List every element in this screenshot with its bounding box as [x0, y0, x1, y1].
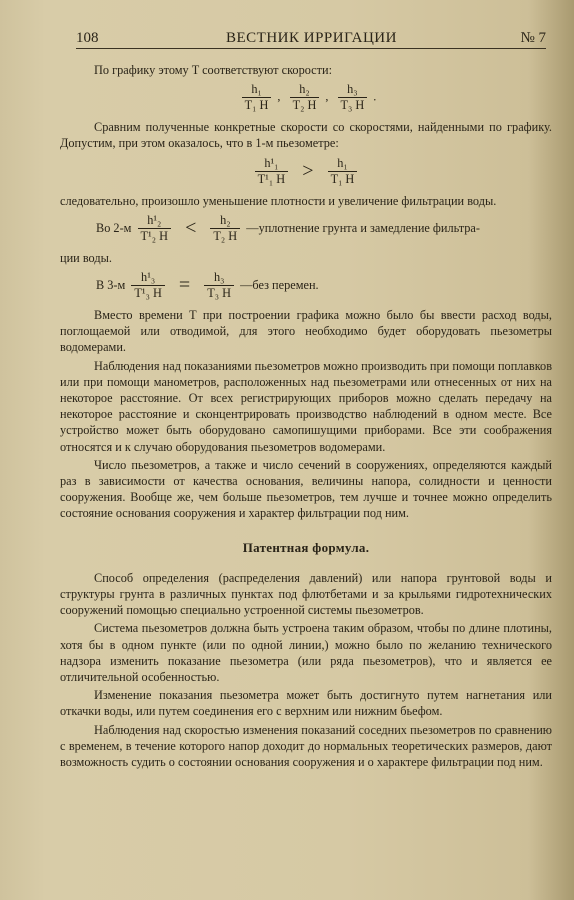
paragraph: Число пьезометров, а также и число сечений в сооружениях, определяются каждый раз в зависимости от качества основания, величины напора, солидности и ценности сооружения. Вообще же, чем больше пьезометров, тем лучше и точнее можно определить состояние основания сооружения и характер фильтрации под ним. — [60, 457, 552, 521]
paragraph: Изменение показания пьезометра может быть достигнуто путем нагнетания или откачки воды, или путем соединения его с верхним или нижним бьефом. — [60, 688, 552, 719]
intro-paragraph: По графику этому T соответствуют скорости: — [94, 63, 333, 77]
compare-paragraph: Сравним полученные конкретные скорости со скоростями, найденными по графику. Допустим, при этом оказалось, что в 1-м пьезометре: — [60, 120, 552, 151]
speed-fraction-2: $\frac{\text{h₂}}{\text{T₂ H}}$ — [290, 82, 320, 113]
paragraph: Способ определения (распределения давлений) или напора грунтовой воды и структуры грунта в различных пунктах под флютбетами и за крыльями гидротехнических сооружений помощью специально устроенной системы пьезометров. — [60, 570, 552, 618]
paragraph: Вместо времени T при построении графика можно было бы ввести расход воды, поглощаемой или отводимой, для этого необходимо будет оборудовать пьезометры водомерами. — [60, 308, 552, 355]
paragraph: Наблюдения над скоростью изменения показаний соседних пьезометров по сравнению с временем, в течение которого напор доходит до нормальных теоретических размеров, дают возможность судить о состоянии основания сооружения и о характере фильтрации под ним. — [60, 722, 552, 770]
paragraph: Система пьезометров должна быть устроена таким образом, чтобы по длине плотины, хотя бы в одном пункте (или по одной линии,) можно было по желанию технического надзора изменить показание пьезометра (или ряда пьезометров), что и является ее отличительной особенностью. — [60, 621, 552, 685]
inequality-1: $\frac{\text{h¹₁}}{\text{T¹₁ H}}$ > $\frac{\text{h₁}}{\text{T₁ H}}$ — [60, 156, 552, 187]
journal-title: ВЕСТНИК ИРРИГАЦИИ — [226, 30, 397, 46]
page-number: 108 — [76, 30, 99, 46]
section-heading: Патентная формула. — [242, 539, 370, 555]
running-header — [76, 30, 546, 49]
consequently-paragraph: следовательно, произошло уменьшение плотности и увеличение фильтрации воды. — [60, 193, 497, 208]
issue-number: № 7 — [520, 30, 546, 46]
paragraph: Наблюдения над показаниями пьезометров можно производить при помощи поплавков или при помощи манометров, расположенных над пьезометрами или отнесенных от них на некоторое расстояние. От всех регистрирующих приборов можно сделать передачу на некоторое расстояние и сконцентрировать производство наблюдений в одном месте. Все устройство может быть оборудовано самопишущими приборами. Все эти соображения относятся и к случаю оборудования пьезометров водомерами. — [60, 358, 552, 454]
inequality-2: Во 2-м $\frac{\text{h¹₂}}{\text{T¹₂ H}}$ < $\frac{\text{h₂}}{\text{T₂ H}}$ —уплотнение грунта и замедление фильтра- — [96, 212, 480, 243]
equality-3: В 3-м $\frac{\text{h¹₃}}{\text{T¹₃ H}}$ = $\frac{\text{h₃}}{\text{T₃ H}}$ —без перемен. — [96, 270, 319, 301]
speeds-formula: $\frac{\text{h₁}}{\text{T₁ H}}$ , $\frac{\text{h₂}}{\text{T₂ H}}$ , $\frac{\text{h₃}}{\text{T₃ H}}$ . — [60, 82, 552, 113]
speed-fraction-3: $\frac{\text{h₃}}{\text{T₃ H}}$ — [338, 82, 368, 113]
inequality-2-continuation: ции воды. — [60, 250, 112, 265]
speed-fraction-1: $\frac{\text{h₁}}{\text{T₁ H}}$ — [242, 82, 272, 113]
body-text — [60, 62, 552, 772]
